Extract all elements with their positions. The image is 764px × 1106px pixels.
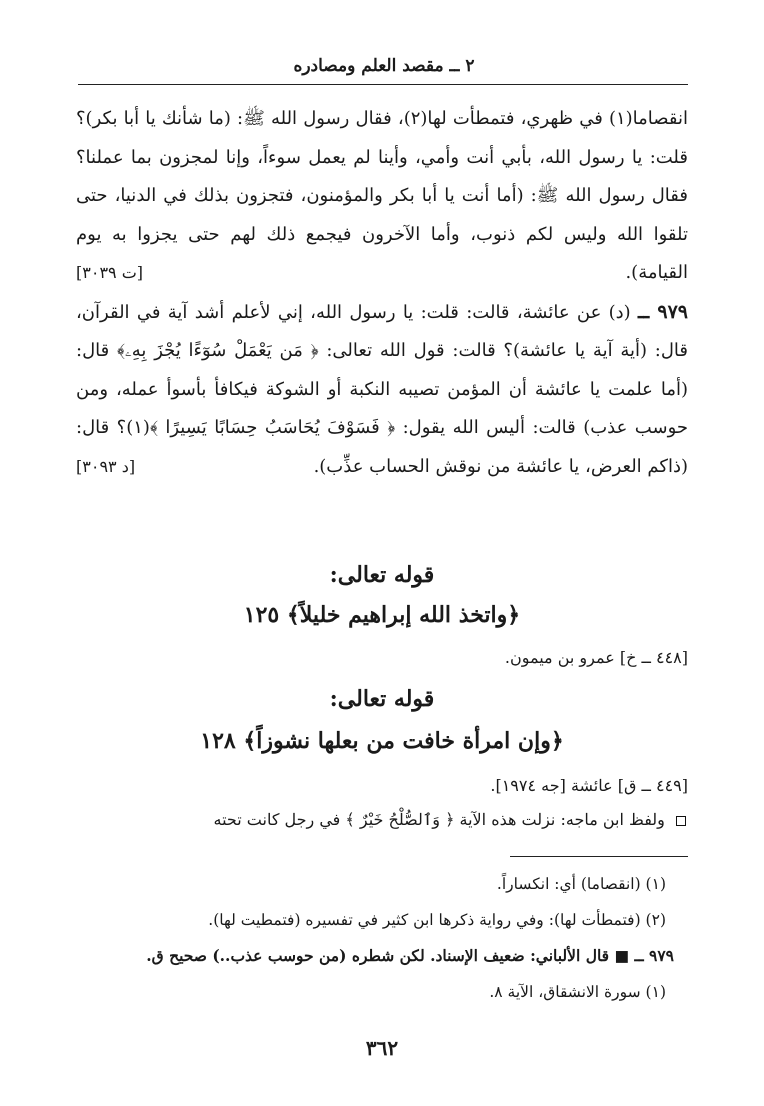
hadith-number: ٩٧٩ ــ xyxy=(638,300,688,323)
section-1-verse: ﴿واتخذ الله إبراهيم خليلاً﴾ ١٢٥ xyxy=(243,602,521,628)
section-2-heading: قوله تعالى: xyxy=(329,686,435,712)
footnote-2: (٢) (فتمطأت لها): وفي رواية ذكرها ابن كثير في تفسيره (فتمطيت لها). xyxy=(208,911,666,929)
section-2-continuation xyxy=(76,810,688,829)
hadith-979-reference: [د ٣٠٩٣] xyxy=(76,456,136,476)
paragraph-1 xyxy=(76,100,688,293)
hollow-square-icon xyxy=(676,816,686,826)
header-rule xyxy=(78,84,688,85)
section-2-note: [٤٤٩ ــ ق] عائشة [جه ١٩٧٤]. xyxy=(490,776,688,795)
section-1-heading: قوله تعالى: xyxy=(329,562,435,588)
section-2-continuation-text: ولفظ ابن ماجه: نزلت هذه الآية ﴿ وَٱلصُّلْحُ خَيْرٌ ﴾ في رجل كانت تحته xyxy=(213,810,665,829)
page-number: ٣٦٢ xyxy=(365,1036,399,1060)
main-text xyxy=(76,100,688,486)
footnote-albani: ٩٧٩ ــ ■ قال الألباني: ضعيف الإسناد. لكن شطره (من حوسب عذب..) صحيح ق. xyxy=(146,946,674,965)
section-1-note: [٤٤٨ ــ خ] عمرو بن ميمون. xyxy=(504,648,688,667)
footnote-3: (١) سورة الانشقاق، الآية ٨. xyxy=(489,983,666,1001)
footnote-1: (١) (انقصاما) أي: انكساراً. xyxy=(496,875,666,893)
hadith-979 xyxy=(76,293,688,487)
section-2-verse: ﴿وإن امرأة خافت من بعلها نشوزاً﴾ ١٢٨ xyxy=(200,728,564,754)
running-header: ٢ ــ مقصد العلم ومصادره xyxy=(293,56,475,76)
hadith-979-text: (د) عن عائشة، قالت: قلت: يا رسول الله، إني لأعلم أشد آية في القرآن، قال: (أية آية يا عائشة)؟ قالت: قول الله تعالى: ﴿ مَن يَعْمَلْ سُوٓءًا يُجْزَ بِهِۦ﴾ قال: (أما علمت يا عائشة أن المؤمن تصيبه النكبة أو الشوكة فيكافأ بأسوأ عمله، ومن حوسب عذب) قالت: أليس الله يقول: ﴿ فَسَوْفَ يُحَاسَبُ حِسَابًا يَسِيرًا ﴾(١)؟ قال: (ذاكم العرض، يا عائشة من نوقش الحساب عذِّب). xyxy=(76,301,688,477)
paragraph-1-text: انقصاما(١) في ظهري، فتمطأت لها(٢)، فقال رسول الله ﷺ: (ما شأنك يا أبا بكر)؟ قلت: يا رسول الله، بأبي أنت وأمي، وأينا لم يعمل سوءاً، وإنا لمجزون بما عملنا؟ فقال رسول الله ﷺ: (أما أنت يا أبا بكر والمؤمنون، فتجزون بذلك في الدنيا، حتى تلقوا الله وليس لكم ذنوب، وأما الآخرون فيجمع ذلك لهم حتى يجزوا به يوم القيامة). xyxy=(76,108,688,283)
footnotes xyxy=(76,866,688,1010)
paragraph-1-reference: [ت ٣٠٣٩] xyxy=(76,263,144,282)
footnote-rule xyxy=(510,856,688,857)
